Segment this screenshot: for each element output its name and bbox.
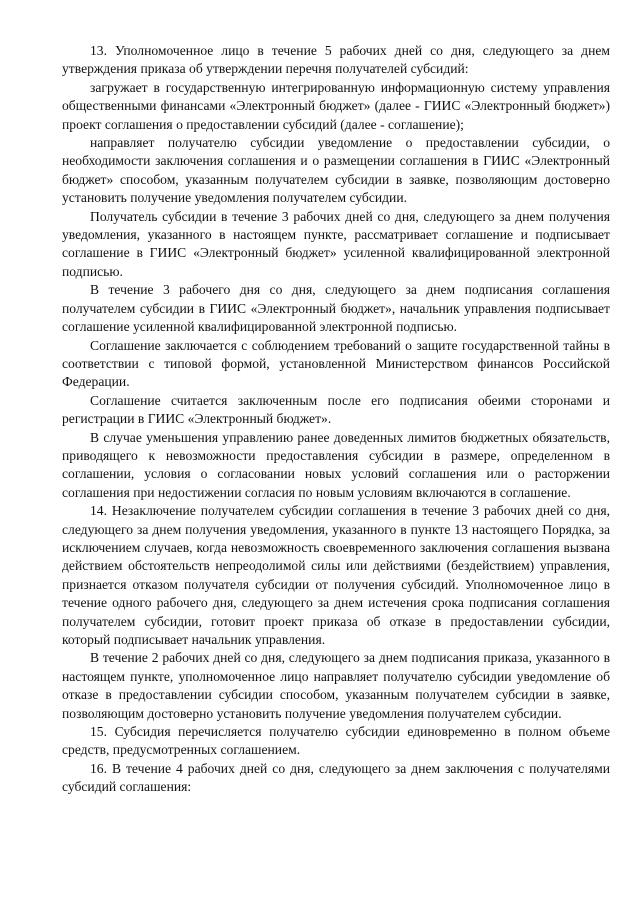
paragraph-16-intro: 16. В течение 4 рабочих дней со дня, следующего за днем заключения с получателями субсидий соглашения: [62, 760, 610, 795]
document-page [62, 42, 610, 797]
paragraph-limits: В случае уменьшения управлению ранее доведенных лимитов бюджетных обязательств, приводящего к невозможности предоставления субсидии в размере, определенном в соглашении, условия о согласовании новых условий соглашения или о расторжении соглашения при недостижении согласия по новым условиям включаются в соглашение. [62, 429, 610, 500]
paragraph-head-sign: В течение 3 рабочего дня со дня, следующего за днем подписания соглашения получателем субсидии в ГИИС «Электронный бюджет», начальник управления подписывает соглашение усиленной квалифицированной электронной подписью. [62, 282, 610, 335]
paragraph-14-refusal: 14. Незаключение получателем субсидии соглашения в течение 3 рабочих дней со дня, следующего за днем получения уведомления, указанного в пункте 13 настоящего Порядка, за исключением случаев, когда невозможность своевременного заключения соглашения вызвана действием обстоятельств непреодолимой силы или действиями (бездействием) управления, признается отказом получателя субсидии от получения субсидий. Уполномоченное лицо в течение одного рабочего дня, следующего за днем истечения срока подписания соглашения получателем субсидии, готовит проект приказа об отказе в предоставлении субсидии, который подписывает начальник управления. [62, 503, 610, 647]
paragraph-13-notify: направляет получателю субсидии уведомление о предоставлении субсидии, о необходимости заключения соглашения и о размещении соглашения в ГИИС «Электронный бюджет» способом, указанным получателем субсидии в заявке, позволяющим достоверно установить получение уведомления получателем субсидии. [62, 135, 610, 206]
paragraph-concluded: Соглашение считается заключенным после его подписания обеими сторонами и регистрации в ГИИС «Электронный бюджет». [62, 392, 610, 427]
paragraph-13-intro: 13. Уполномоченное лицо в течение 5 рабочих дней со дня, следующего за днем утверждения приказа об утверждении перечня получателей субсидий: [62, 43, 610, 77]
paragraph-14-notice: В течение 2 рабочих дней со дня, следующего за днем подписания приказа, указанного в настоящем пункте, уполномоченное лицо направляет получателю субсидии уведомление об отказе в предоставлении субсидии способом, указанным получателем субсидии в заявке, позволяющим достоверно установить получение уведомления получателем субсидии. [62, 650, 610, 721]
paragraph-13-upload: загружает в государственную интегрированную информационную систему управления общественными финансами «Электронный бюджет» (далее - ГИИС «Электронный бюджет») проект соглашения о предоставлении субсидий (далее - соглашение); [62, 79, 610, 132]
paragraph-15-transfer: 15. Субсидия перечисляется получателю субсидии единовременно в полном объеме средств, предусмотренных соглашением. [62, 724, 610, 758]
paragraph-recipient-sign: Получатель субсидии в течение 3 рабочих дней со дня, следующего за днем получения уведомления, указанного в настоящем пункте, рассматривает соглашение и подписывает соглашение в ГИИС «Электронный бюджет» усиленной квалифицированной электронной подписью. [62, 208, 610, 279]
paragraph-secrecy: Соглашение заключается с соблюдением требований о защите государственной тайны в соответствии с типовой формой, установленной Министерством финансов Российской Федерации. [62, 337, 610, 390]
